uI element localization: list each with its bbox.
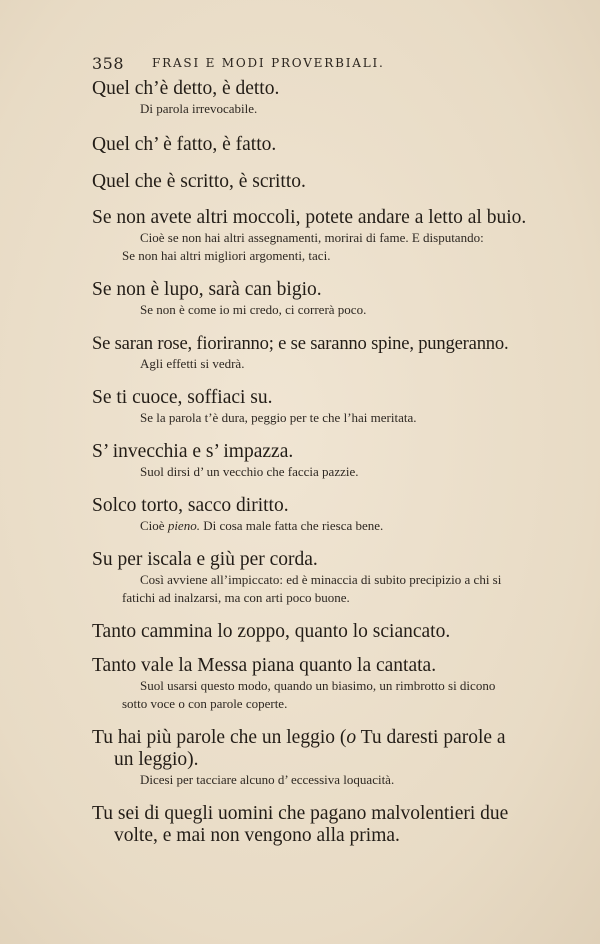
proverb-gloss (92, 571, 542, 607)
proverb-entry (92, 655, 542, 713)
proverb-continuation (92, 749, 542, 771)
proverb-list (92, 78, 542, 847)
proverb-entry (92, 803, 542, 847)
gloss-emphasis: pieno. (167, 518, 200, 533)
proverb-text: Se non è lupo, sarà can bigio. (92, 279, 322, 300)
gloss-line: Così avviene all’impiccato: ed è minaccia di subito precipizio a chi si (140, 572, 502, 587)
proverb-entry (92, 621, 542, 643)
page-header (92, 54, 412, 76)
gloss-line: Cioè se non hai altri assegnamenti, morirai di fame. E disputando: (140, 230, 484, 245)
proverb-entry (92, 171, 542, 193)
proverb-gloss: Se non è come io mi credo, ci correrà poco. (140, 302, 367, 317)
proverb-entry (92, 279, 542, 319)
proverb-gloss: Agli effetti si vedrà. (140, 356, 245, 371)
proverb-text: Se saran rose, fioriranno; e se saranno spine, pungeranno. (92, 333, 509, 354)
proverb-entry (92, 333, 542, 373)
gloss-line: fatichi ad inalzarsi, ma con arti poco buone. (122, 590, 350, 605)
proverb-text: Se ti cuoce, soffiaci su. (92, 387, 273, 408)
proverb-text (92, 727, 542, 749)
proverb-gloss (92, 517, 542, 535)
proverb-entry (92, 495, 542, 535)
gloss-line: sotto voce o con parole coperte. (122, 696, 288, 711)
proverb-entry (92, 134, 542, 156)
proverb-text: Su per iscala e giù per corda. (92, 549, 318, 570)
proverb-entry (92, 207, 542, 265)
proverb-gloss: Dicesi per tacciare alcuno d’ eccessiva loquacità. (140, 772, 395, 787)
proverb-gloss: Se la parola t’è dura, peggio per te che l’hai meritata. (140, 410, 417, 425)
proverb-gloss: Di parola irrevocabile. (140, 101, 258, 116)
proverb-gloss: Suol dirsi d’ un vecchio che faccia pazzie. (140, 464, 359, 479)
running-title: FRASI E MODI PROVERBIALI. (152, 56, 385, 70)
proverb-part: Tu hai più parole che un leggio ( (92, 727, 347, 748)
proverb-part: Tu daresti parole a (356, 727, 506, 748)
proverb-text: S’ invecchia e s’ impazza. (92, 441, 294, 462)
gloss-line: Se non hai altri migliori argomenti, taci. (122, 248, 331, 263)
proverb-text: Quel che è scritto, è scritto. (92, 171, 306, 192)
proverb-text: Tanto vale la Messa piana quanto la cantata. (92, 655, 437, 676)
page-number: 358 (92, 54, 125, 73)
gloss-part: Cioè (140, 518, 168, 533)
proverb-emphasis: o (346, 727, 357, 748)
gloss-part: Di cosa male fatta che riesca bene. (199, 518, 384, 533)
proverb-text: Tu sei di quegli uomini che pagano malvolentieri due (92, 803, 509, 824)
proverb-entry (92, 549, 542, 607)
proverb-text: Tanto cammina lo zoppo, quanto lo sciancato. (92, 621, 451, 642)
gloss-line: Suol usarsi questo modo, quando un biasimo, un rimbrotto si dicono (140, 678, 496, 693)
proverb-part: un leggio). (114, 749, 199, 770)
proverb-gloss (92, 229, 542, 265)
proverb-text: Quel ch’è detto, è detto. (92, 78, 280, 99)
proverb-entry (92, 727, 542, 789)
proverb-entry (92, 78, 542, 118)
proverb-continuation (92, 825, 542, 847)
proverb-text: Se non avete altri moccoli, potete andare a letto al buio. (92, 207, 527, 228)
proverb-part: volte, e mai non vengono alla prima. (114, 825, 400, 846)
proverb-entry (92, 387, 542, 427)
proverb-text: Solco torto, sacco diritto. (92, 495, 289, 516)
proverb-gloss (92, 677, 542, 713)
proverb-entry (92, 441, 542, 481)
proverb-text: Quel ch’ è fatto, è fatto. (92, 134, 277, 155)
